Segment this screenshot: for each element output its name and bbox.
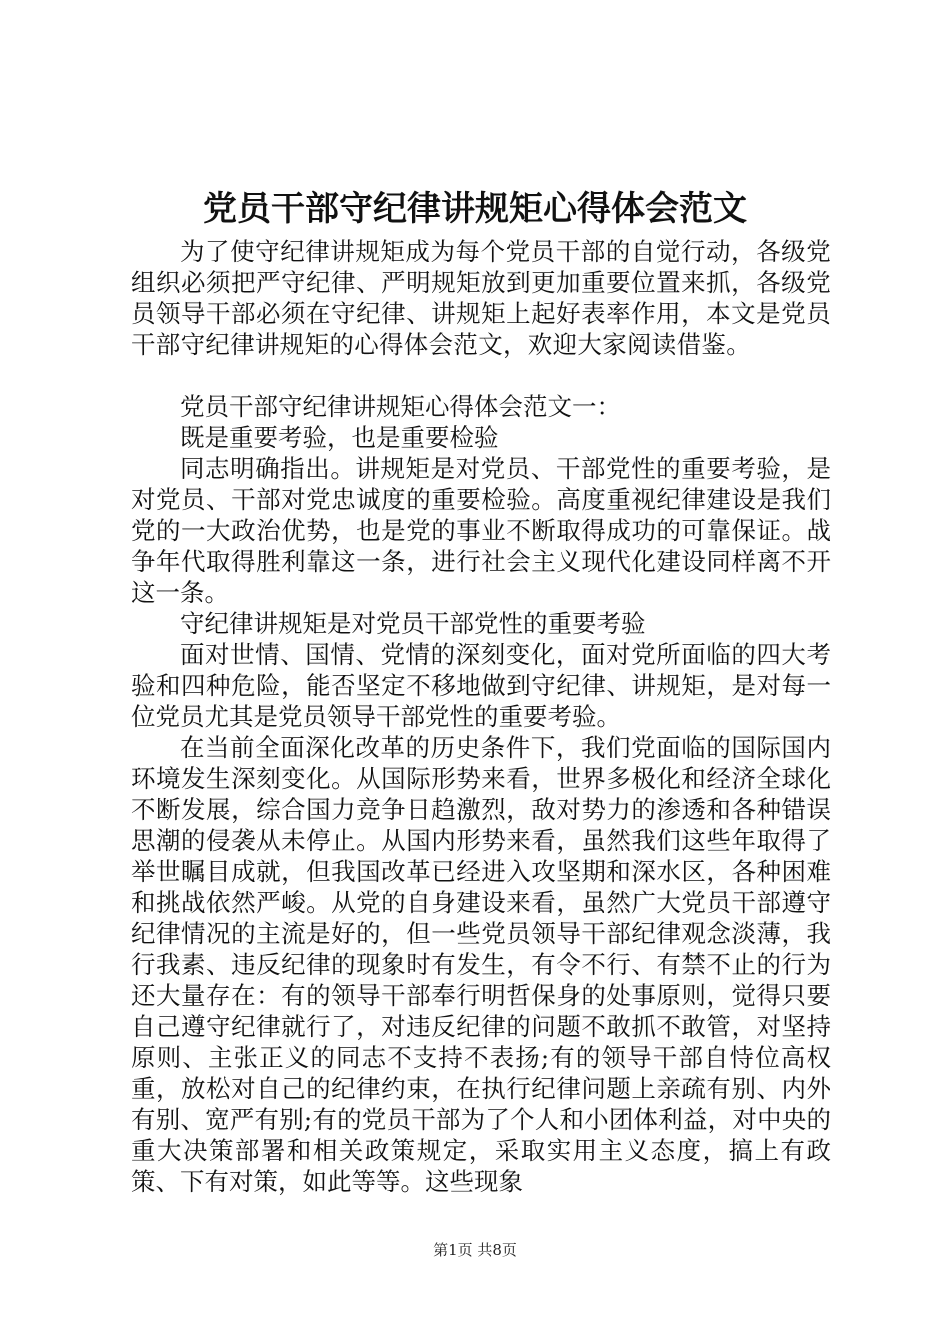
- body-paragraph: 面对世情、国情、党情的深刻变化，面对党所面临的四大考验和四种危险，能否坚定不移地做到守纪律、讲规矩，是对每一位党员尤其是党员领导干部党性的重要考验。: [131, 640, 831, 731]
- intro-paragraph: 为了使守纪律讲规矩成为每个党员干部的自觉行动，各级党组织必须把严守纪律、严明规矩放到更加重要位置来抓，各级党员领导干部必须在守纪律、讲规矩上起好表率作用，本文是党员干部守纪律讲规矩的心得体会范文，欢迎大家阅读借鉴。: [131, 237, 831, 359]
- page-number-footer: 第1页 共8页: [433, 1241, 517, 1259]
- body-paragraph: 同志明确指出。讲规矩是对党员、干部党性的重要考验，是对党员、干部对党忠诚度的重要检验。高度重视纪律建设是我们党的一大政治优势，也是党的事业不断取得成功的可靠保证。战争年代取得胜利靠这一条，进行社会主义现代化建设同样离不开这一条。: [131, 454, 831, 607]
- subheading: 守纪律讲规矩是对党员干部党性的重要考验: [180, 609, 646, 638]
- section-heading: 党员干部守纪律讲规矩心得体会范文一：: [180, 392, 621, 421]
- document-title: 党员干部守纪律讲规矩心得体会范文: [203, 189, 747, 229]
- subheading: 既是重要考验，也是重要检验: [180, 423, 499, 452]
- body-paragraph: 在当前全面深化改革的历史条件下，我们党面临的国际国内环境发生深刻变化。从国际形势来看，世界多极化和经济全球化不断发展，综合国力竞争日趋激烈，敌对势力的渗透和各种错误思潮的侵袭从未停止。从国内形势来看，虽然我们这些年取得了举世瞩目成就，但我国改革已经进入攻坚期和深水区，各种困难和挑战依然严峻。从党的自身建设来看，虽然广大党员干部遵守纪律情况的主流是好的，但一些党员领导干部纪律观念淡薄，我行我素、违反纪律的现象时有发生，有令不行、有禁不止的行为还大量存在：有的领导干部奉行明哲保身的处事原则，觉得只要自己遵守纪律就行了，对违反纪律的问题不敢抓不敢管，对坚持原则、主张正义的同志不支持不表扬;有的领导干部自恃位高权重，放松对自己的纪律约束，在执行纪律问题上亲疏有别、内外有别、宽严有别;有的党员干部为了个人和小团体利益，对中央的重大决策部署和相关政策规定，采取实用主义态度，搞上有政策、下有对策，如此等等。这些现象: [131, 733, 831, 1196]
- document-body: [131, 236, 831, 1197]
